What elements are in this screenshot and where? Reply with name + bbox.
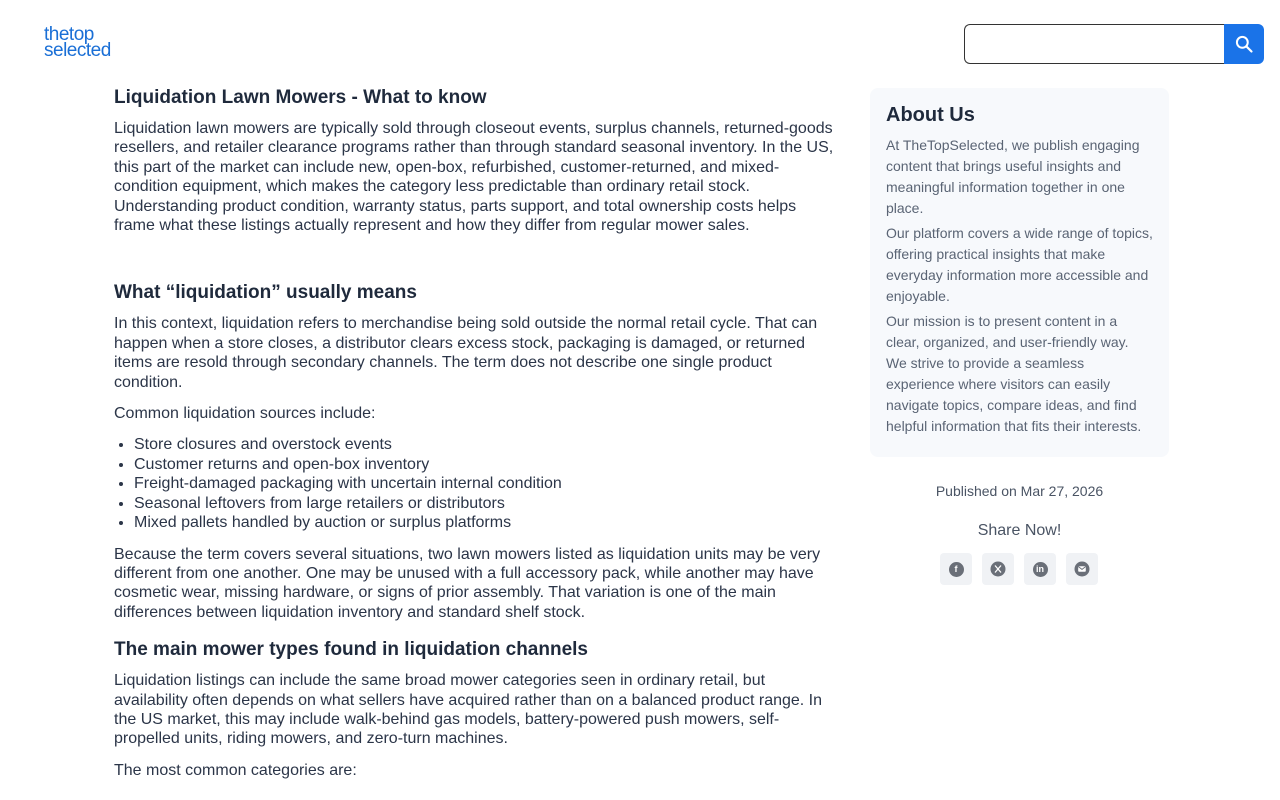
paragraph: Liquidation listings can include the same broad mower categories seen in ordinary retail, but availability often depends on what sellers have acquired rather than on a balanced product range. In the US market, this may include walk-behind gas models, battery-powered push mowers, self-propelled units, riding mowers, and zero-turn machines.: [114, 672, 823, 748]
search-input[interactable]: [964, 24, 1224, 64]
about-paragraph: Our mission is to present content in a clear, organized, and user-friendly way. We strive to provide a seamless experience where visitors can easily navigate topics, compare ideas, and find helpful information that fits their interests.: [886, 313, 1142, 434]
published-date: Published on Mar 27, 2026: [935, 483, 1104, 499]
paragraph: Because the term covers several situations, two lawn mowers listed as liquidation units may be very different from one another. One may be unused with a full accessory pack, while another may have cosmetic wear, missing hardware, or signs of prior assembly. That variation is one of the main differences between liquidation inventory and standard shelf stock.: [114, 545, 821, 621]
list-item: • Mixed pallets handled by auction or surplus platforms: [134, 513, 836, 532]
share-title: Share Now!: [977, 522, 1062, 539]
x-icon: [990, 561, 1006, 577]
section-heading-liquidation-meaning: What “liquidation” usually means: [114, 282, 417, 304]
paragraph: In this context, liquidation refers to merchandise being sold outside the normal retail cycle. That can happen when a store closes, a distributor clears excess stock, packaging is damaged, or returned items are resold through secondary channels. The term does not describe one single product condition.: [114, 315, 818, 391]
list-item: • Customer returns and open-box inventory: [134, 455, 836, 474]
paragraph: The most common categories are:: [114, 761, 357, 779]
list-item: • Freight-damaged packaging with uncertain internal condition: [134, 474, 836, 493]
about-paragraph: At TheTopSelected, we publish engaging content that brings useful insights and meaningful information together in one place.: [886, 137, 1140, 216]
share-linkedin-button[interactable]: [1024, 553, 1056, 585]
section-heading-what-to-know: Liquidation Lawn Mowers - What to know: [114, 87, 487, 108]
list-item: • Store closures and overstock events: [134, 435, 836, 454]
share-buttons: [940, 553, 1098, 585]
facebook-icon: f: [949, 562, 964, 577]
site-logo[interactable]: [44, 24, 111, 61]
share-email-button[interactable]: [1066, 553, 1098, 585]
list-item: • Seasonal leftovers from large retailers or distributors: [134, 494, 836, 513]
section-heading-mower-types: The main mower types found in liquidation channels: [114, 639, 588, 661]
share-facebook-button[interactable]: [940, 553, 972, 585]
paragraph: Liquidation lawn mowers are typically sold through closeout events, surplus channels, returned-goods resellers, and retailer clearance programs rather than through standard seasonal inventory. In the US, this part of the market can include new, open-box, refurbished, customer-returned, and mixed-condition equipment, which makes the category less predictable than ordinary retail stock. Understanding product condition, warranty status, parts support, and total ownership costs helps frame what these listings actually represent and how they differ from regular mower sales.: [114, 120, 834, 235]
share-x-button[interactable]: [982, 553, 1014, 585]
search-button[interactable]: [1224, 24, 1264, 64]
about-us-title: About Us: [886, 104, 975, 126]
about-us-card: [870, 88, 1169, 457]
search-icon: [1234, 34, 1254, 54]
paragraph: Common liquidation sources include:: [114, 405, 376, 423]
logo-line-1: thetop: [44, 24, 94, 45]
article: [114, 86, 836, 792]
linkedin-icon: in: [1033, 562, 1048, 577]
search-bar: [964, 24, 1264, 64]
liquidation-sources-list: [114, 435, 836, 532]
email-icon: [1074, 561, 1090, 577]
logo-line-2: selected: [44, 40, 111, 61]
about-paragraph: Our platform covers a wide range of topics, offering practical insights that make everyday information more accessible and enjoyable.: [886, 225, 1153, 304]
